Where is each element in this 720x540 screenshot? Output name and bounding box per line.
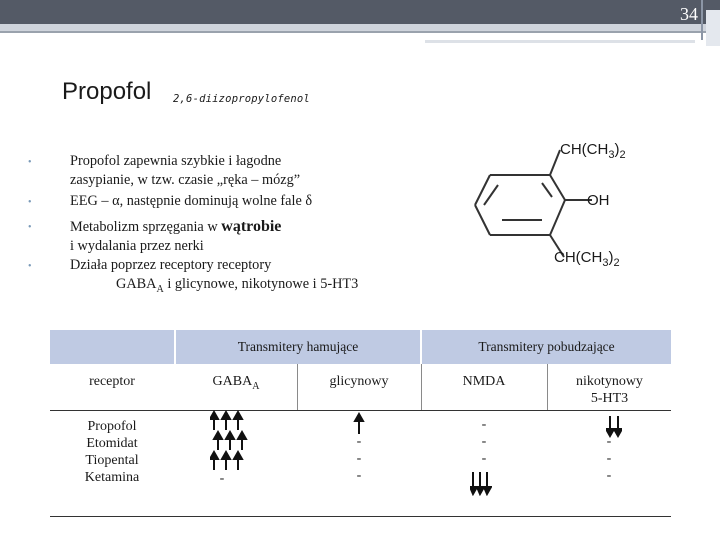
bullet-item <box>28 217 418 256</box>
group-text: ) <box>614 141 620 158</box>
group-text: CH(CH <box>554 249 603 266</box>
group-subscript: 3 <box>602 257 609 269</box>
group-subscript: 3 <box>608 149 615 161</box>
bullet-text: Propofol zapewnia szybkie i łagodne <box>70 153 282 169</box>
slide-title: Propofol <box>62 78 152 105</box>
col-nicotinic-line2: 5-HT3 <box>590 391 629 406</box>
accent-line <box>0 31 720 33</box>
drug-name: Tiopental <box>85 453 139 468</box>
group-subscript: 2 <box>613 257 620 269</box>
bullet-text: i wydalania przez nerki <box>70 238 204 254</box>
col-divider <box>421 364 422 410</box>
drug-list <box>50 418 174 486</box>
receptor-label: receptor <box>89 374 135 389</box>
up-arrows-icon <box>210 410 250 470</box>
accent-bar <box>0 24 720 31</box>
header-excitatory: Transmitery pobudzające <box>478 339 615 354</box>
table-bottom-border <box>50 516 671 517</box>
drug-name: Etomidat <box>86 436 138 451</box>
drug-name: Propofol <box>87 419 137 434</box>
isopropyl-top-label <box>560 141 626 161</box>
slide-subtitle: 2,6-diizopropylofenol <box>173 93 310 105</box>
col-nmda: NMDA <box>462 374 506 389</box>
bullet-dot-icon: • <box>28 222 32 233</box>
group-subscript: 2 <box>619 149 626 161</box>
propofol-structure <box>470 135 670 275</box>
bullet-text: zasypianie, w tzw. czasie „ręka – mózg” <box>70 172 301 188</box>
bullet-list <box>28 152 418 299</box>
glycine-dash: - <box>356 434 362 449</box>
nicotinic-dash: - <box>606 451 612 466</box>
bullet-text: Działa poprzez receptory receptory <box>70 257 272 273</box>
col-divider <box>547 364 548 410</box>
glycine-dash: - <box>356 468 362 483</box>
col-nicotinic-line1: nikotynowy <box>576 374 643 389</box>
col-gaba-text: GABA <box>212 374 253 389</box>
glycine-dash: - <box>356 451 362 466</box>
header-inhibitory: Transmitery hamujące <box>237 339 359 354</box>
bullet-text: EEG – α, następnie dominują wolne fale δ <box>70 193 313 209</box>
page-number: 34 <box>680 4 698 24</box>
bullet-dot-icon: • <box>28 261 32 272</box>
col-gaba <box>176 373 296 395</box>
col-gaba-subscript: A <box>252 380 260 392</box>
bullet-dot-icon: • <box>28 197 32 208</box>
table-row-divider <box>50 410 671 411</box>
up-arrow-icon <box>353 412 365 434</box>
bullet-text-part: i glicynowe, nikotynowe i 5-HT3 <box>163 276 359 292</box>
group-text: CH(CH <box>560 141 609 158</box>
col-glycine: glicynowy <box>329 374 389 389</box>
top-bar <box>0 0 720 24</box>
bullet-text-part: Metabolizm sprzęgania w <box>70 219 222 235</box>
nmda-dash: - <box>481 451 487 466</box>
bullet-text-part: GABA <box>116 276 157 292</box>
table-row-divider <box>50 364 671 365</box>
bullet-text-subscript: A <box>156 283 164 295</box>
drug-name: Ketamina <box>84 470 140 485</box>
right-marker <box>701 0 703 40</box>
isopropyl-bottom-label <box>554 249 620 269</box>
nicotinic-dash: - <box>606 468 612 483</box>
bullet-text-emphasis: wątrobie <box>221 218 282 235</box>
nmda-dash: - <box>481 417 487 432</box>
col-nicotinic <box>548 373 671 407</box>
down-arrows-icon <box>470 470 492 496</box>
nmda-dash: - <box>481 434 487 449</box>
group-text: ) <box>608 249 614 266</box>
secondary-accent-bar <box>425 40 695 43</box>
bullet-text <box>70 275 418 299</box>
bullet-dot-icon: • <box>28 157 32 168</box>
bullet-item <box>28 256 418 299</box>
nicotinic-dash: - <box>606 434 612 449</box>
bullet-item <box>28 152 418 190</box>
hydroxyl-label: OH <box>587 192 610 209</box>
bullet-text <box>70 217 418 237</box>
right-marker-block <box>706 10 720 46</box>
col-divider <box>297 364 298 410</box>
gaba-dash: - <box>219 471 225 486</box>
bullet-item <box>28 192 418 211</box>
